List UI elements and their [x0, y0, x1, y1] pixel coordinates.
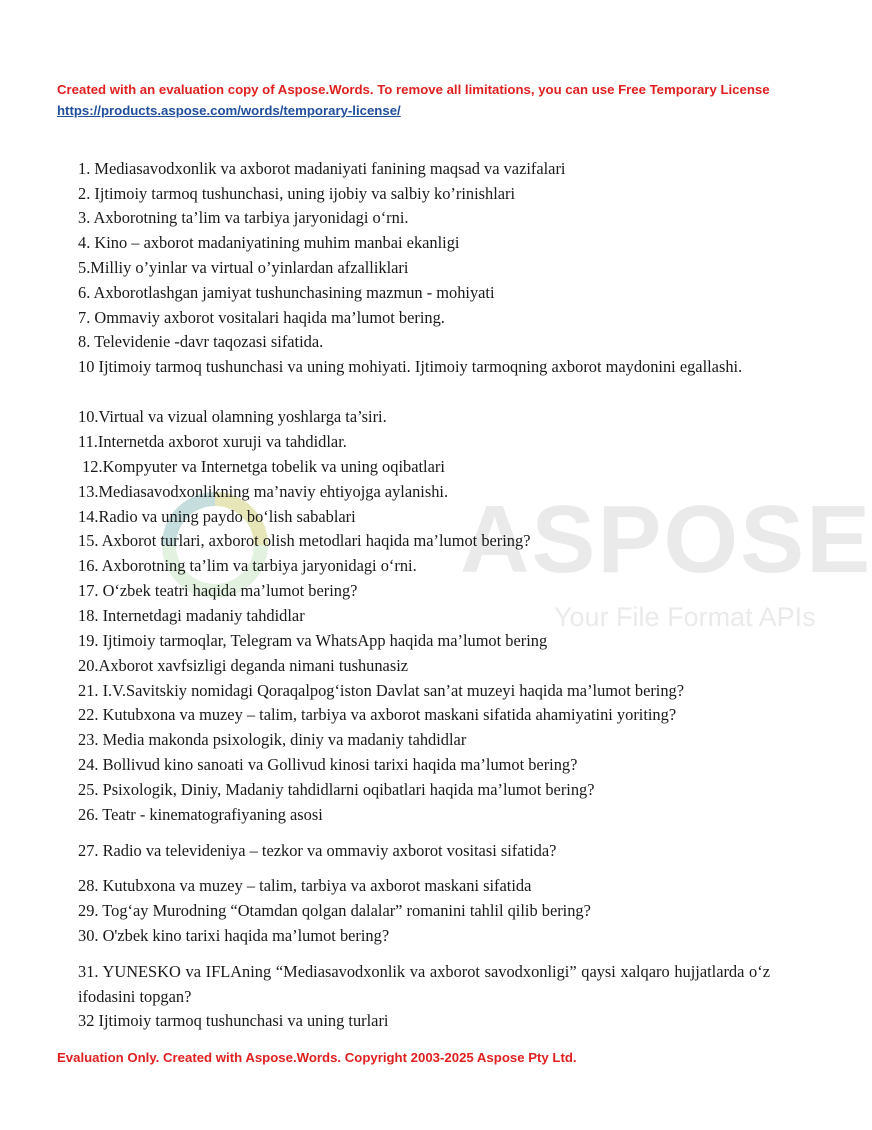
question-item: 1. Mediasavodxonlik va axborot madaniyati fanining maqsad va vazifalari [78, 159, 566, 178]
question-item: 4. Kino – axborot madaniyatining muhim manbai ekanligi [78, 233, 460, 252]
question-item: 23. Media makonda psixologik, diniy va madaniy tahdidlar [78, 730, 467, 749]
question-item: 21. I.V.Savitskiy nomidagi Qoraqalpog‘iston Davlat san’at muzeyi haqida ma’lumot bering? [78, 681, 685, 700]
license-link[interactable]: https://products.aspose.com/words/temporary-license/ [57, 103, 401, 118]
question-item: 32 Ijtimoiy tarmoq tushunchasi va uning turlari [78, 1011, 389, 1030]
question-item: 8. Televidenie -davr taqozasi sifatida. [78, 332, 324, 351]
question-item: 26. Teatr - kinematografiyaning asosi [78, 805, 323, 824]
question-item: 17. O‘zbek teatri haqida ma’lumot bering? [78, 581, 358, 600]
question-item: 7. Ommaviy axborot vositalari haqida ma’lumot bering. [78, 308, 445, 327]
question-item: 10 Ijtimoiy tarmoq tushunchasi va uning mohiyati. Ijtimoiy tarmoqning axborot maydonini egallashi. [78, 357, 743, 376]
question-item: 24. Bollivud kino sanoati va Gollivud kinosi tarixi haqida ma’lumot bering? [78, 755, 578, 774]
question-item: 13.Mediasavodxonlikning ma’naviy ehtiyojga aylanishi. [78, 482, 449, 501]
question-item: 30. O'zbek kino tarixi haqida ma’lumot bering? [78, 926, 390, 945]
question-item: 12.Kompyuter va Internetga tobelik va uning oqibatlari [78, 457, 445, 476]
question-item: 28. Kutubxona va muzey – talim, tarbiya va axborot maskani sifatida [78, 876, 532, 895]
question-item: 14.Radio va uning paydo bo‘lish sabablari [78, 507, 356, 526]
question-item: 20.Axborot xavfsizligi deganda nimani tushunasiz [78, 656, 409, 675]
watermark-text: ASPOSE [460, 486, 872, 593]
question-item: 3. Axborotning ta’lim va tarbiya jaryonidagi o‘rni. [78, 208, 409, 227]
question-item: 18. Internetdagi madaniy tahdidlar [78, 606, 305, 625]
question-item: 15. Axborot turlari, axborot olish metodlari haqida ma’lumot bering? [78, 531, 531, 550]
question-item: 31. YUNESKO va IFLAning “Mediasavodxonlik va axborot savodxonligi” qaysi xalqaro hujjatlarda o‘z ifodasini topgan? [78, 962, 770, 1006]
question-item: 19. Ijtimoiy tarmoqlar, Telegram va WhatsApp haqida ma’lumot bering [78, 631, 548, 650]
question-item: 25. Psixologik, Diniy, Madaniy tahdidlarni oqibatlari haqida ma’lumot bering? [78, 780, 595, 799]
question-item: 6. Axborotlashgan jamiyat tushunchasining mazmun - mohiyati [78, 283, 495, 302]
evaluation-notice: Created with an evaluation copy of Aspose.Words. To remove all limitations, you can use Free Temporary License [57, 82, 770, 97]
question-item: 5.Milliy o’yinlar va virtual o’yinlardan afzalliklari [78, 258, 409, 277]
evaluation-footer: Evaluation Only. Created with Aspose.Words. Copyright 2003-2025 Aspose Pty Ltd. [57, 1050, 577, 1065]
question-item: 11.Internetda axborot xuruji va tahdidlar. [78, 432, 347, 451]
question-item: 22. Kutubxona va muzey – talim, tarbiya va axborot maskani sifatida ahamiyatini yoriting? [78, 705, 677, 724]
question-item: 16. Axborotning ta’lim va tarbiya jaryonidagi o‘rni. [78, 556, 417, 575]
question-item: 2. Ijtimoiy tarmoq tushunchasi, uning ijobiy va salbiy ko’rinishlari [78, 184, 516, 203]
question-item: 10.Virtual va vizual olamning yoshlarga ta’siri. [78, 407, 387, 426]
watermark-tagline: Your File Format APIs [554, 602, 816, 632]
evaluation-header [57, 79, 772, 121]
question-item: 29. Tog‘ay Murodning “Otamdan qolgan dalalar” romanini tahlil qilib bering? [78, 901, 591, 920]
question-item: 27. Radio va televideniya – tezkor va ommaviy axborot vositasi sifatida? [78, 841, 557, 860]
